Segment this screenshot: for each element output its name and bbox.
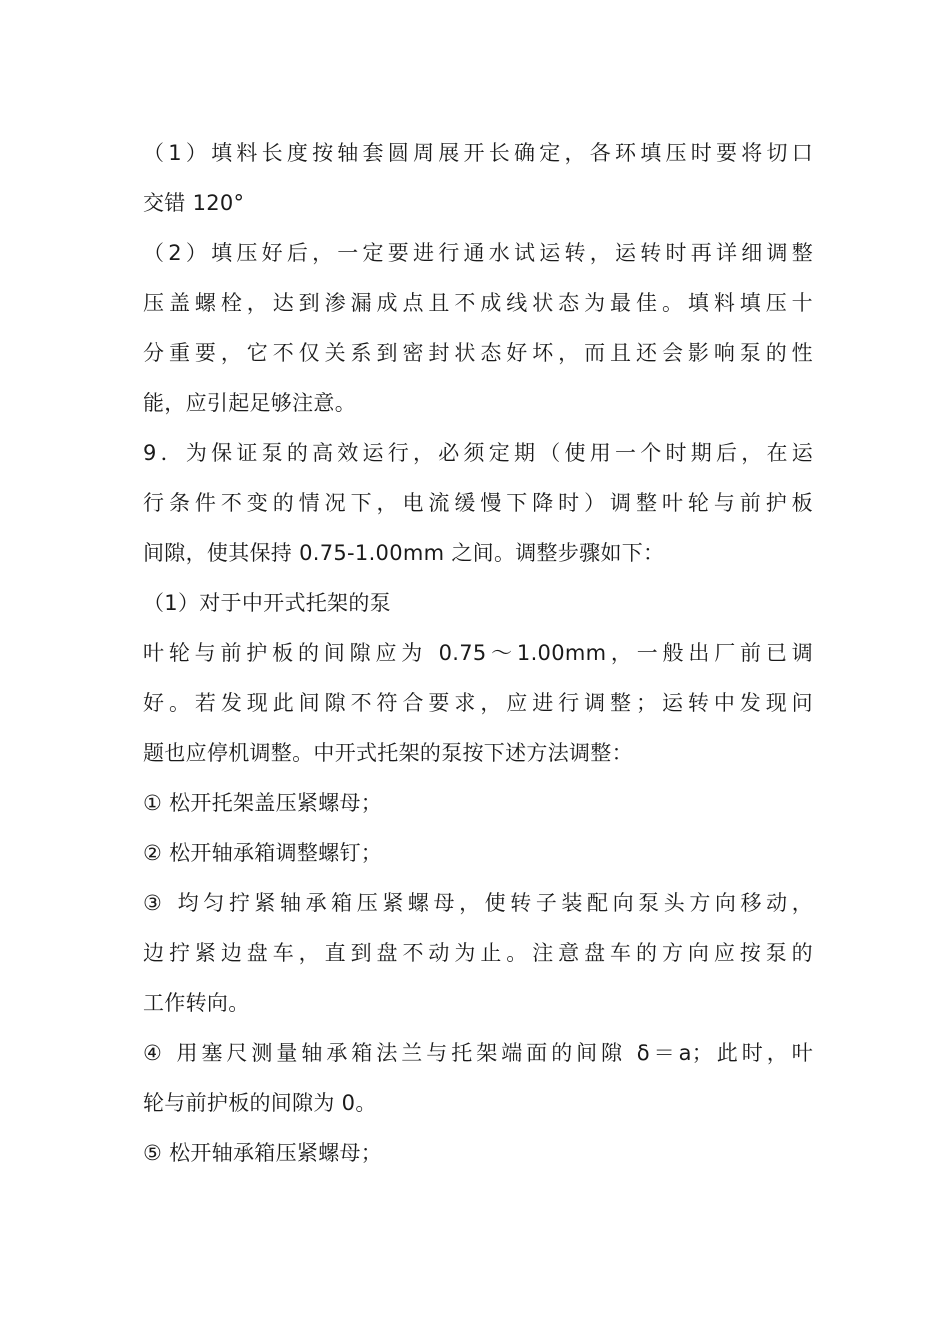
text-line: ④ 用塞尺测量轴承箱法兰与托架端面的间隙 δ＝a；此时，叶 (143, 1041, 813, 1065)
text-line: 交错 120° (143, 191, 245, 215)
text-line: 间隙，使其保持 0.75-1.00mm 之间。调整步骤如下： (143, 541, 665, 565)
text-line: 好。若发现此间隙不符合要求，应进行调整；运转中发现问 (143, 691, 813, 715)
body-text (143, 128, 813, 1178)
text-line: 分重要，它不仅关系到密封状态好坏，而且还会影响泵的性 (143, 341, 813, 365)
text-line: 压盖螺栓，达到渗漏成点且不成线状态为最佳。填料填压十 (143, 291, 813, 315)
text-line: ② 松开轴承箱调整螺钉； (143, 841, 383, 865)
text-line: 题也应停机调整。中开式托架的泵按下述方法调整： (143, 741, 633, 765)
text-line: ① 松开托架盖压紧螺母； (143, 791, 383, 815)
text-line: 工作转向。 (143, 991, 250, 1015)
text-line: ③ 均匀拧紧轴承箱压紧螺母，使转子装配向泵头方向移动， (143, 891, 813, 915)
text-line: 轮与前护板的间隙为 0。 (143, 1091, 377, 1115)
text-line: 行条件不变的情况下，电流缓慢下降时）调整叶轮与前护板 (143, 491, 813, 515)
text-line: ⑤ 松开轴承箱压紧螺母； (143, 1141, 383, 1165)
text-line: 边拧紧边盘车，直到盘不动为止。注意盘车的方向应按泵的 (143, 941, 813, 965)
text-line: （2）填压好后，一定要进行通水试运转，运转时再详细调整 (143, 241, 813, 265)
text-line: （1）填料长度按轴套圆周展开长确定，各环填压时要将切口 (143, 141, 813, 165)
text-line: 9．为保证泵的高效运行，必须定期（使用一个时期后，在运 (143, 441, 813, 465)
text-line: （1）对于中开式托架的泵 (143, 591, 391, 615)
text-line: 叶轮与前护板的间隙应为 0.75～1.00mm，一般出厂前已调 (143, 641, 813, 665)
text-line: 能，应引起足够注意。 (143, 391, 356, 415)
